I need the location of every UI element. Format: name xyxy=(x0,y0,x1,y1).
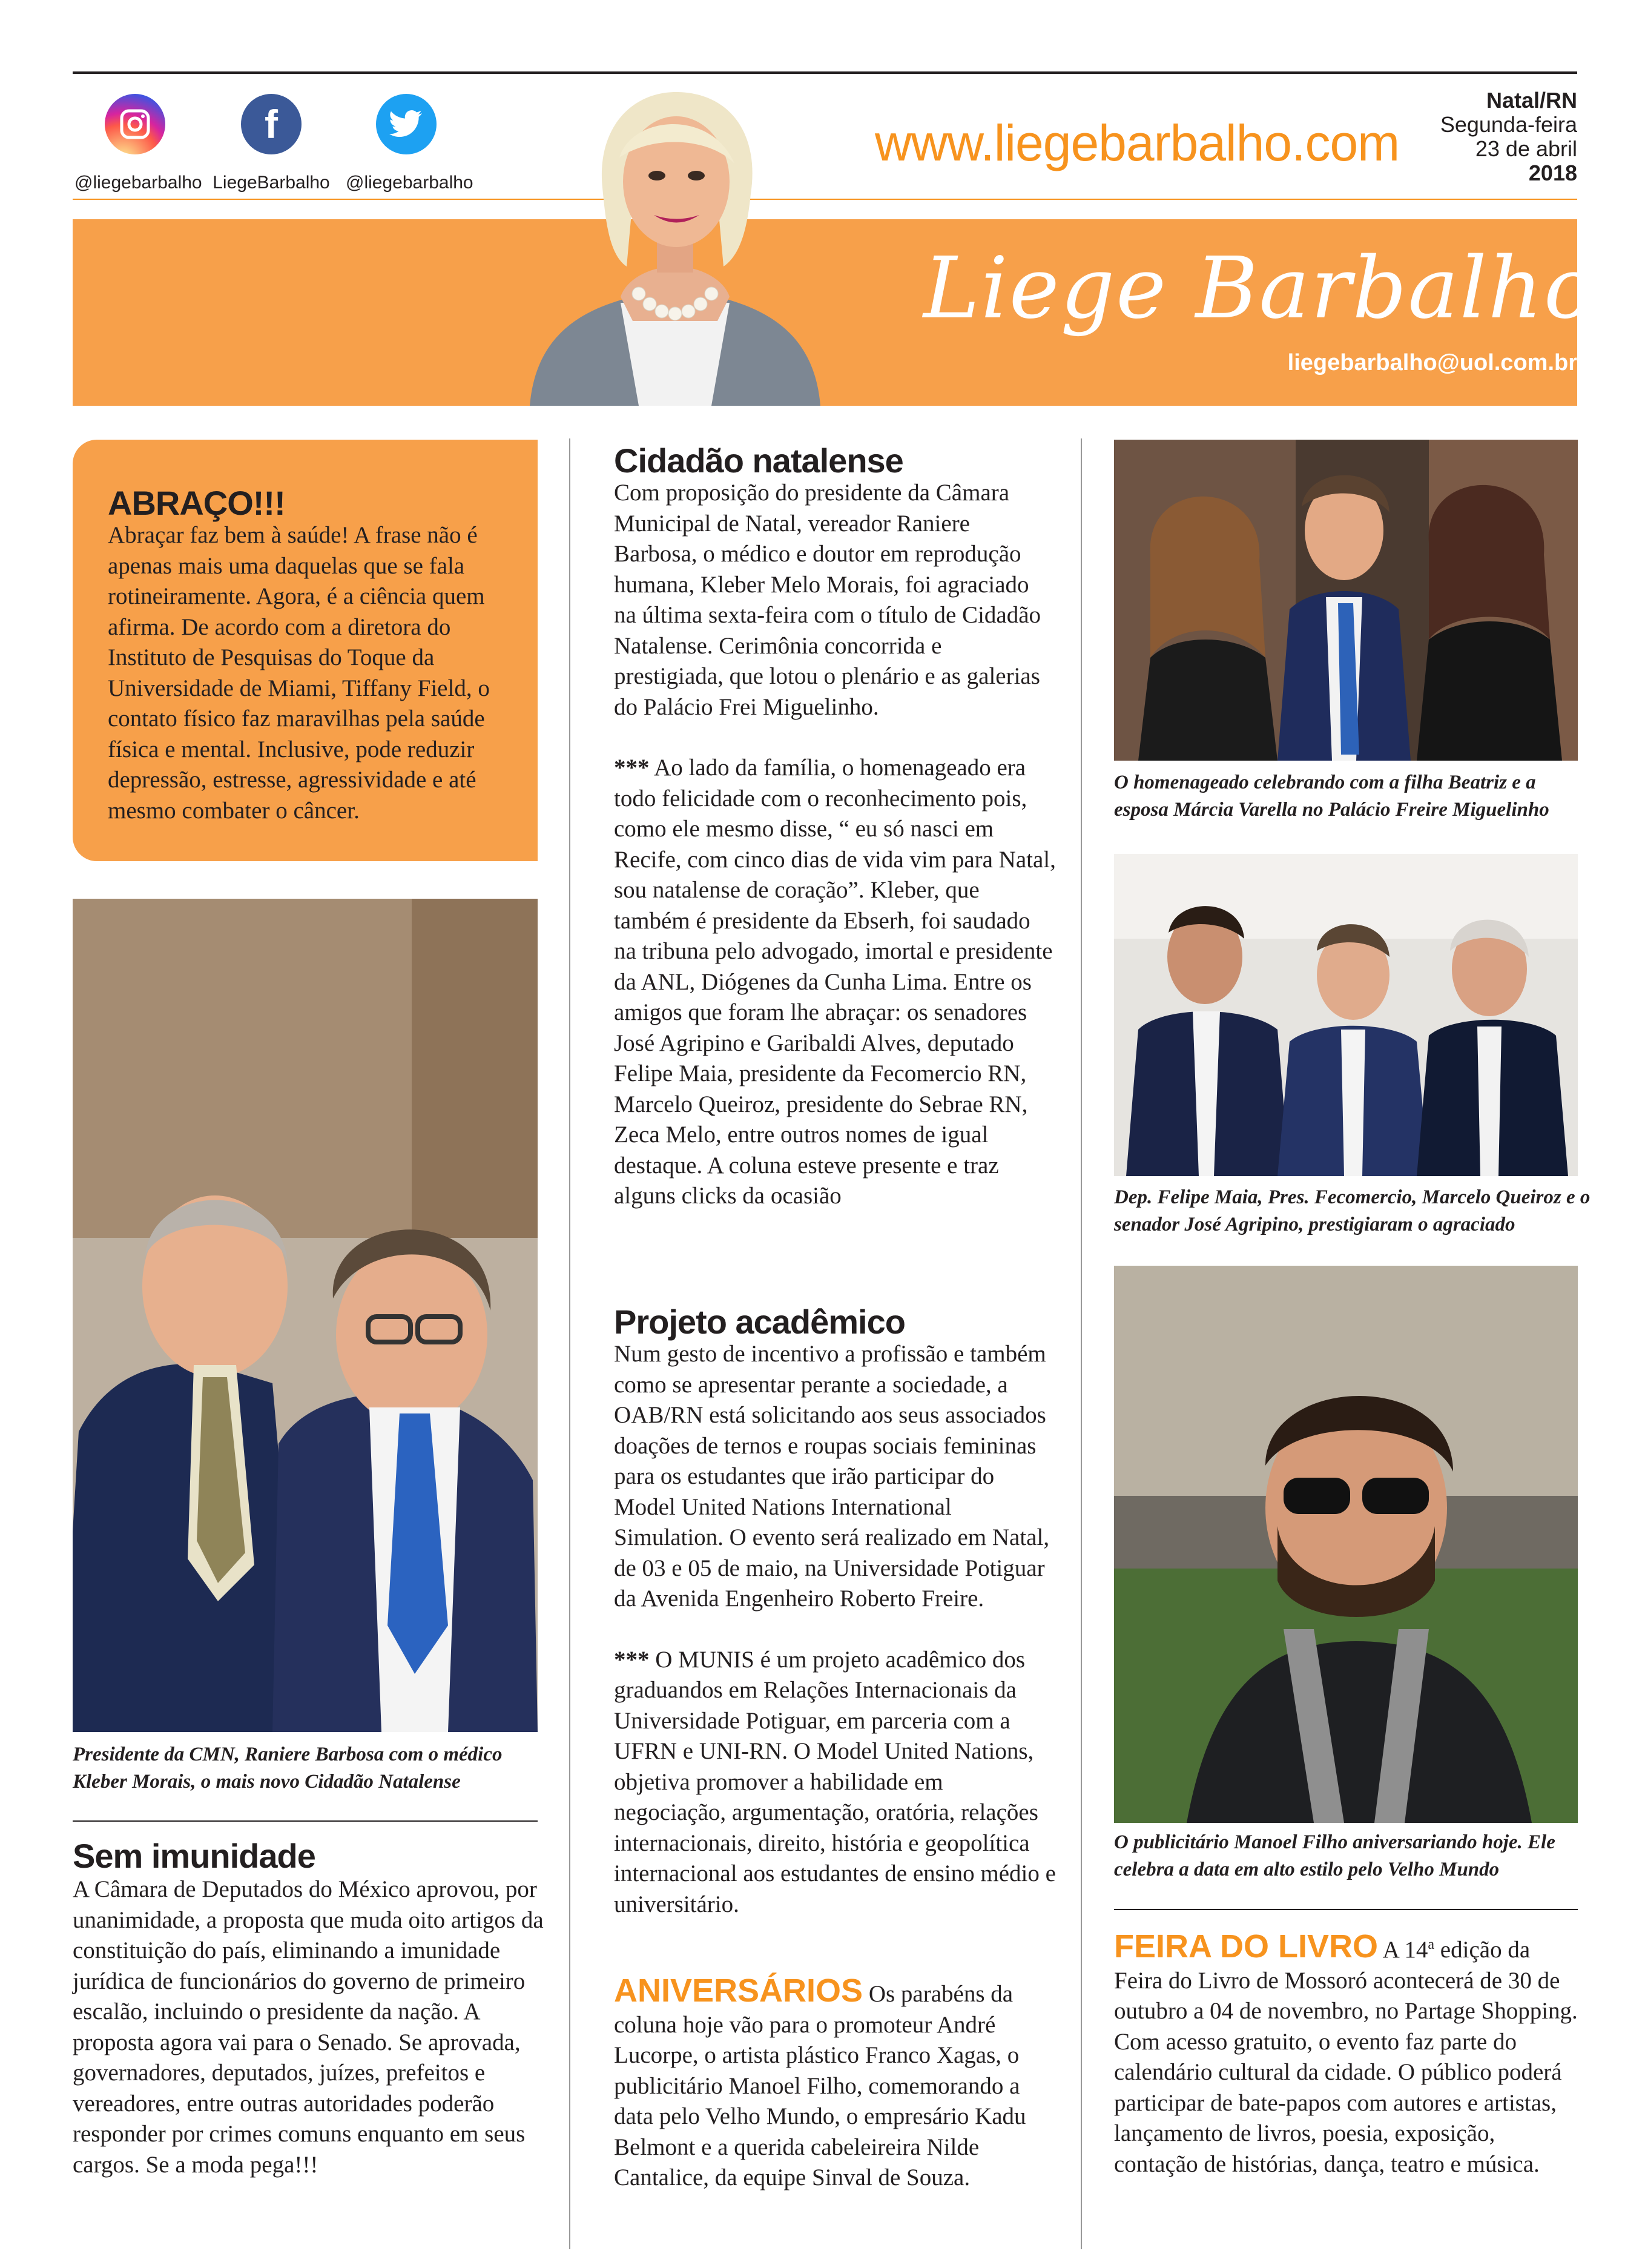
imunidade-section xyxy=(73,1836,551,2180)
projeto-section xyxy=(614,1302,1056,1920)
dateline-weekday: Segunda-feira xyxy=(1440,112,1577,137)
cidadao-title: Cidadão natalense xyxy=(614,441,903,480)
projeto-paragraph-2 xyxy=(614,1645,1056,1920)
aniversarios-title: ANIVERSÁRIOS xyxy=(614,1972,863,2009)
columnist-portrait xyxy=(512,79,839,406)
photo-caption: Dep. Felipe Maia, Pres. Fecomercio, Marcelo Queiroz e o senador José Agripino, prestigiaram o agraciado xyxy=(1114,1186,1591,1235)
projeto-title: Projeto acadêmico xyxy=(614,1303,905,1341)
instagram-link[interactable] xyxy=(74,94,202,193)
photo-caption: O publicitário Manoel Filho aniversariando hoje. Ele celebra a data em alto estilo pelo Velho Mundo xyxy=(1114,1831,1555,1880)
instagram-handle: @liegebarbalho xyxy=(74,173,202,193)
feira-text: edição da Feira do Livro de Mossoró acontecerá de 30 de outubro a 04 de novembro, no Partage Shopping. Com acesso gratuito, o evento faz parte do calendário cultural da cidade. O público poderá participar de bate-papos com autores e artistas, lançamento de livros, poesia, exposição, contação de histórias, dança, teatro e música. xyxy=(1114,1937,1578,2177)
dateline-date: 23 de abril xyxy=(1475,136,1577,161)
aniversarios-section xyxy=(614,1972,1056,2194)
paragraph-mark: *** xyxy=(614,755,650,781)
abraco-title: ABRAÇO!!! xyxy=(108,484,285,522)
feira-text-pre: A 14 xyxy=(1378,1937,1428,1963)
photo-caption: Presidente da CMN, Raniere Barbosa com o médico Kleber Morais, o mais novo Cidadão Natalense xyxy=(73,1744,503,1793)
cidadao-paragraph-1: Com proposição do presidente da Câmara Municipal de Natal, vereador Raniere Barbosa, o médico e doutor em reprodução humana, Kleber Melo Morais, foi agraciado na última sexta-feira com o título de Cidadão Natalense. Cerimônia concorrida e prestigiada, que lotou o plenário e as galerias do Palácio Frei Miguelinho. xyxy=(614,480,1041,720)
photo-guests xyxy=(1114,854,1578,1176)
facebook-link[interactable] xyxy=(211,94,332,193)
feira-section xyxy=(1114,1929,1578,2180)
photo-manoel-filho xyxy=(1114,1266,1578,1823)
top-rule xyxy=(73,71,1577,74)
twitter-icon xyxy=(376,94,437,154)
section-divider xyxy=(1114,1909,1578,1910)
column-divider xyxy=(1081,438,1082,2249)
facebook-handle: LiegeBarbalho xyxy=(213,173,330,193)
photo-family xyxy=(1114,440,1578,761)
aniversarios-text: Os parabéns da coluna hoje vão para o promoteur André Lucorpe, o artista plástico Franco Xagas, o publicitário Manoel Filho, comemorando a data pelo Velho Mundo, o empresário Kadu Belmont e a querida cabeleireira Nilde Cantalice, da equipe Sinval de Souza. xyxy=(614,1981,1026,2190)
dateline-year: 2018 xyxy=(1528,160,1577,185)
column-divider xyxy=(569,438,570,2249)
dateline xyxy=(1440,88,1577,185)
photo-raniere-kleber xyxy=(73,899,538,1732)
instagram-icon xyxy=(105,94,165,154)
cidadao-section xyxy=(614,441,1056,1212)
twitter-link[interactable] xyxy=(346,94,473,193)
abraco-text: Abraçar faz bem à saúde! A frase não é apenas mais uma daquelas que se fala rotineiramente. Agora, é a ciência quem afirma. De acordo com a diretora do Instituto de Pesquisas do Toque da Universidade de Miami, Tiffany Field, o contato físico faz maravilhas pela saúde física e mental. Inclusive, pode reduzir depressão, estresse, agressividade e até mesmo combater o câncer. xyxy=(108,522,490,824)
dateline-city: Natal/RN xyxy=(1486,88,1577,113)
paragraph-mark: *** xyxy=(614,1646,650,1673)
cidadao-paragraph-2 xyxy=(614,753,1056,1212)
columnist-name: Liege Barbalho xyxy=(923,239,1597,338)
abraco-section xyxy=(108,483,526,826)
imunidade-text: A Câmara de Deputados do México aprovou, por unanimidade, a proposta que muda oito artigos da constituição do país, eliminando a imunidade jurídica de funcionários do governo de primeiro escalão, incluindo o presidente da nação. A proposta agora vai para o Senado. Se aprovada, governadores, deputados, juízes, prefeitos e vereadores, entre outras autoridades poderão responder por crimes comuns enquanto em seus cargos. Se a moda pega!!! xyxy=(73,1876,544,2178)
feira-title: FEIRA DO LIVRO xyxy=(1114,1928,1379,1965)
imunidade-title: Sem imunidade xyxy=(73,1837,315,1875)
paragraph-text: O MUNIS é um projeto acadêmico dos graduandos em Relações Internacionais da Universidade Potiguar, em parceria com a UFRN e UNI-RN. O Model United Nations, objetiva promover a habilidade em negociação, argumentação, oratória, relações internacionais, direito, história e geopolítica internacional aos estudantes de ensino médio e universitário. xyxy=(614,1646,1056,1917)
facebook-icon: f xyxy=(241,94,302,154)
twitter-handle: @liegebarbalho xyxy=(346,173,473,193)
photo-caption: O homenageado celebrando com a filha Beatriz e a esposa Márcia Varella no Palácio Freire Miguelinho xyxy=(1114,772,1549,821)
website-link[interactable]: www.liegebarbalho.com xyxy=(875,114,1400,171)
section-divider xyxy=(73,1820,538,1822)
projeto-paragraph-1: Num gesto de incentivo a profissão e também como se apresentar perante a sociedade, a OAB/RN está solicitando aos seus associados doações de ternos e roupas sociais femininas para os estudantes que irão participar do Model United Nations International Simulation. O evento será realizado em Natal, de 03 e 05 de maio, na Universidade Potiguar da Avenida Engenheiro Roberto Freire. xyxy=(614,1341,1050,1612)
ordinal-suffix: a xyxy=(1428,1937,1435,1952)
paragraph-text: Ao lado da família, o homenageado era todo felicidade com o reconhecimento pois, como ele mesmo disse, “ eu só nasci em Recife, com cinco dias de vida vim para Natal, sou natalense de coração”. Kleber, que também é presidente da Ebserh, foi saudado na tribuna pelo advogado, imortal e presidente da ANL, Diógenes da Cunha Lima. Entre os amigos que foram lhe abraçar: os senadores José Agripino e Garibaldi Alves, deputado Felipe Maia, presidente da Fecomercio RN, Marcelo Queiroz, presidente do Sebrae RN, Zeca Melo, entre outros nomes de igual destaque. A coluna esteve presente e traz alguns clicks da ocasião xyxy=(614,755,1056,1209)
columnist-email[interactable]: liegebarbalho@uol.com.br xyxy=(1287,350,1577,375)
